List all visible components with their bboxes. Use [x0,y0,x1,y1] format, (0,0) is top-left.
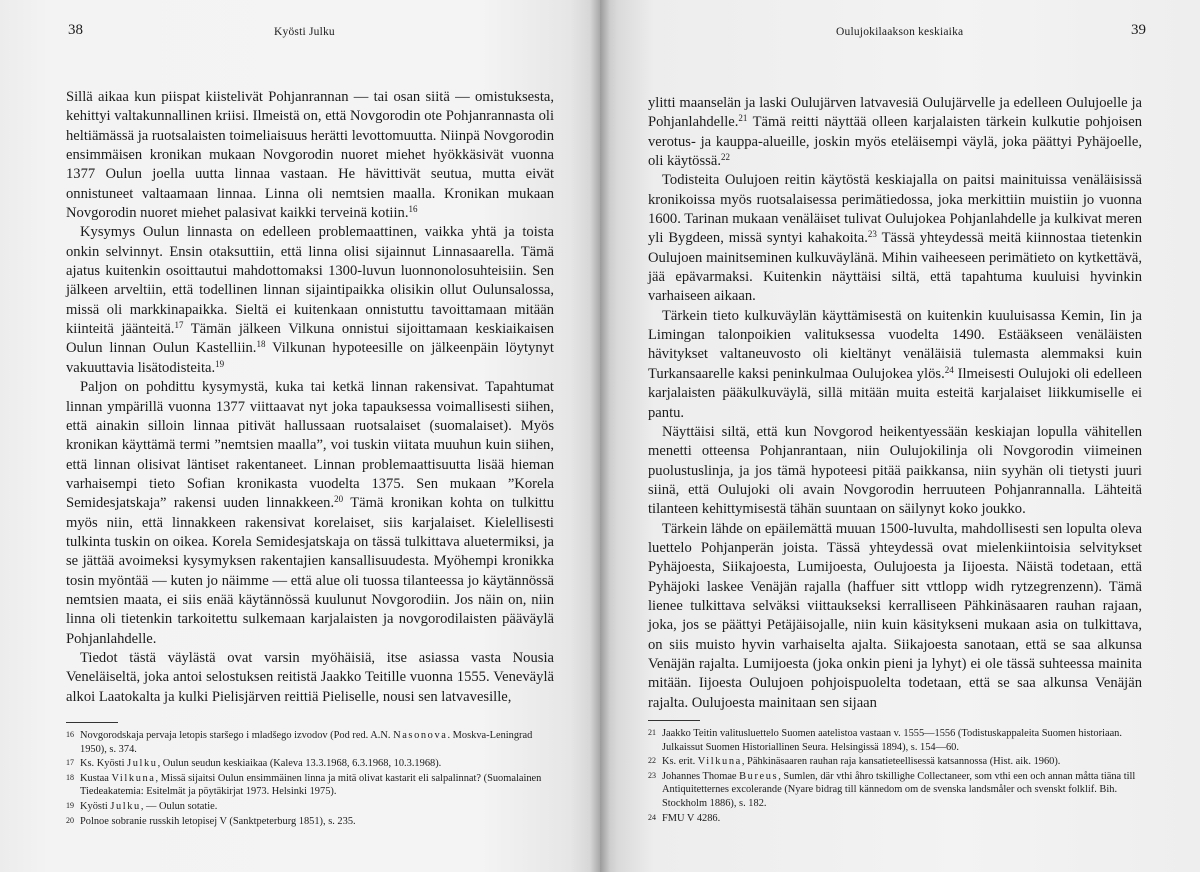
running-head: Kyösti Julku [274,26,335,38]
footnote-rule [66,722,118,723]
footnotes [66,729,558,829]
paragraph-text: Tässä yhteydessä meitä kiinnostaa tietenkin Oulujoen mainitseminen kulkuväylänä. Mihin vaiheeseen perimätieto on kytkettävä, jää epävarmaksi. Kuitenkin näyttäisi siltä, että tapahtuma kuuluisi hyvinkin varhaiseen aikaan. [648,230,1143,305]
paragraph [66,223,554,378]
footnote-number: 20 [66,815,74,825]
footnote-number: 18 [66,772,74,782]
footnote-ref: 21 [738,113,748,124]
body-text [648,94,1142,713]
footnote-text: Kustaa Vilkuna, Missä sijaitsi Oulun ensimmäinen linna ja mitä olivat kastarit eli salpalinnat? (Suomalainen Tiedeakatemia: Esitelmät ja pöytäkirjat 1973. Helsinki 1975). [80,772,542,798]
footnotes [648,727,1148,826]
footnote [66,729,558,756]
footnote-ref: 19 [215,358,225,369]
paragraph-text: Todisteita Oulujoen reitin käytöstä keskiajalla on paitsi mainituissa venäläisissä kronikoissa myös ruotsalaisessa perimätiedossa, joka merkittiin muistiin jo vuonna 1600. Tarinan mukaan venäläiset tulivat Oulujokea Pohjanlahdelle ja kulkivat meren yli Bygdeen, missä syntyi kahakoita. [648,172,1142,247]
footnote [648,755,1148,769]
footnote [648,770,1148,811]
running-head: Oulujokilaakson keskiaika [836,26,964,38]
footnote-ref: 20 [334,494,344,505]
footnote-ref: 22 [720,152,730,163]
footnote-ref: 17 [174,320,184,331]
paragraph-text: Vilkunan hypoteesille on jälkeenpäin löytynyt vakuuttavia lisätodisteita. [66,340,554,376]
paragraph-text: ylitti maanselän ja laski Oulujärven latvavesiä Oulujärvelle ja edelleen Oulujoelle ja Pohjanlahdelle. [648,95,1142,131]
body-text [66,88,554,707]
paragraph [648,94,1142,171]
footnote-number: 21 [648,728,656,737]
paragraph-text: Näyttäisi siltä, että kun Novgorod heikentyessään keskiajan lopulla vähitellen menetti otteensa Pohjanrantaan, niin Oulujokilinja oli Novgorodin viimeinen puolustuslinja, ja jos tämä hypoteesi pitää paikkansa, niin syyhän oli tietysti juuri siinä, että Oulujoki oli avain Novgorodin herruuteen Pohjanrannalla. Lähteitä tilanteen kehittymisestä tähän suuntaan on säilynyt koko joukko. [648,423,1142,518]
footnote [66,815,558,829]
paragraph [66,88,554,223]
footnote [66,800,558,814]
footnote-ref: 18 [256,339,266,350]
paragraph [648,520,1142,713]
footnote-number: 16 [66,730,74,739]
paragraph-text: Kysymys Oulun linnasta on edelleen problemaattinen, vaikka yhtä ja toista onkin selvinnyt. Ensin otaksuttiin, että linna olisi sijainnut Linnasaarella. Tämä ajatus kuitenkin osoittautui mahdottomaksi 1300-luvun luonnonolosuhteisiin. Sen jälkeen arveltiin, että todellinen linnan sijaintipaikka olisikin ollut Oulunsalossa, missä oli markkinapaikka. Sieltä ei kuitenkaan onnistuttu tavoittamaan mitään kiinteitä jäänteitä. [66,224,554,338]
footnote-text: Ks. erit. Vilkuna, Pähkinäsaaren rauhan raja kansatieteellisessä katsannossa (Hist. aik. 1960). [662,756,1061,768]
footnote-text: Kyösti Julku, — Oulun sotatie. [80,800,218,812]
footnote-number: 24 [648,812,656,822]
footnote-number: 17 [66,758,74,768]
paragraph-text: Ilmeisesti Oulujoki oli edelleen karjalaisten pääkulkuväylä, sillä mitään muita esteitä karjalaiset liikkumiselle ei pantu. [648,365,1142,421]
paragraph-text: Tämän jälkeen Vilkuna onnistui sijoittamaan keskiaikaisen Oulun linnan Oulun Kastelliin. [66,321,554,357]
footnote-text: FMU V 4286. [662,812,721,824]
footnote-number: 23 [648,770,656,780]
footnote-text: Johannes Thomae Bureus, Sumlen, där vthi åhro tskillighe Collectaneer, som vthi een och annan måtta tiäna till Antiquitetternes excolerande (Nyare bidrag till kännedom om de svenska landsmåler och svenskt folklif. Bih. Stockholm 1886), s. 182. [662,770,1136,809]
footnote [66,757,558,771]
footnote-text: Jaakko Teitin valitusluettelo Suomen aatelistoa vastaan v. 1555—1556 (Todistuskappaleita Suomen historiaan. Julkaissut Suomen Historiallinen Seura. Helsingissä 1894), s. 154—60. [662,728,1122,753]
footnote [648,812,1148,826]
paragraph-text: Tiedot tästä väylästä ovat varsin myöhäisiä, itse asiassa vasta Nousia Veneläiseltä, joka antoi selostuksen reitistä Jaakko Teitille vuonna 1555. Veneväylä alkoi Laatokalta ja kulki Pielisjärven reittiä Pieliselle, nousi sen latvavesille, [66,649,554,705]
paragraph-text: Tämä reitti näyttää olleen karjalaisten tärkein kulkutie pohjoisen verotus- ja kauppa-alueille, joskin myös eteläisempi väylä, joka päättyi Pyhäjoelle, oli käytössä. [648,114,1142,170]
paragraph-text: Tärkein tieto kulkuväylän käyttämisestä on kuitenkin kuuluisassa Kemin, Iin ja Limingan talonpoikien valituksessa vuodelta 1490. Estääkseen venäläisten hävitykset valtaneuvosto oli kieltänyt venäläisiä tulemasta alemmaksi kuin Turkansaarelle kaksi peninkulmaa Oulujokea ylös. [648,307,1142,382]
paragraph-text: Paljon on pohdittu kysymystä, kuka tai ketkä linnan rakensivat. Tapahtumat linnan ympärillä vuonna 1377 viittaavat nyt joka tapauksessa voimallisesti siihen, että ainakin silloin linnaa pitivät hallussaan ruotsalaiset (suomalaiset). Myös kronikan käyttämä termi ”nemtsien maalla”, voi tuskin viitata muuhun kuin siihen, että linnan olisivat läntiset rakentaneet. Linnan problemaattisuutta lisää hieman varhaisempi tieto Sofian kronikasta vuodelta 1375. Sen mukaan ”Korela Semidesjatskaja” rakensi uuden linnakkeen. [66,379,554,512]
paragraph-text: Sillä aikaa kun piispat kiistelivät Pohjanrannan — tai osan siitä — omistuksesta, kehittyi valtakunnallinen kriisi. Ilmeistä on, että Novgorodin ote Pohjanrannasta oli heltiämässä ja ruotsalaisten toimeliaisuus herätti levottomuutta. Niinpä Novgorodin ensimmäisen kronikan mukaan Novgorodin nuoret miehet hyökkäsivät vuonna 1377 Oulun joella uutta linnaa vastaan. He hävittivät seutua, mutta eivät onnistuneet valtaamaan linnaa. Linna oli nemtsien maalla. Kronikan mukaan Novgorodin nuoret miehet palasivat kaikki terveinä kotiin. [66,89,554,222]
paragraph [66,649,554,707]
footnote [66,772,558,799]
paragraph [648,423,1142,520]
paragraph-text: Tärkein lähde on epäilemättä muuan 1500-luvulta, mahdollisesti sen lopulta oleva luettelo Pohjanperän joista. Tässä yhteydessä ovat mielenkiintoisia selvitykset Pyhäjoesta, Siikajoesta, Lumijoesta, Oulujoesta ja Iijoesta. Näistä todetaan, että Pyhäjoki laskee Venäjän rajalla (haffuer sitt vttlopp widh rytzegrenzenn). Tämä lienee tulkittava selväksi viittaukseksi kerralliseen Pähkinäsaaren rauhan rajaan, joka, jos se päättyi Petäjäisojalle, niin kuin käsitykseni mukaan asia on tulkittava, on siis muisto hyvin varhaiselta ajalta. Siikajoesta sanotaan, että se saa alkunsa Venäjän rajalta. Lumijoesta (joka onkin pieni ja lyhyt) ei ole tässä suhteessa mainita mitään. Iijoesta Oulujoen pohjoispuolelta todetaan, että se saa alkunsa Venäjän rajalta. Oulujoesta mainitaan sen sijaan [648,520,1142,711]
paragraph [66,378,554,649]
footnote-text: Novgorodskaja pervaja letopis staršego i mladšego izvodov (Pod red. A.N. Nasonova. Moskva-Leningrad 1950), s. 374. [80,730,533,755]
page-number: 38 [68,22,83,38]
footnote-rule [648,720,700,721]
paragraph-text: Tämä kronikan kohta on tulkittu myös niin, että linnakkeen rakensivat korelaiset, siis karjalaiset. Kielellisesti tulkinta tuskin on oikea. Korela Semidesjatskaja on tässä tulkittava aluetermiksi, ja se jättää avoimeksi kysymyksen rakentajien kansallisuudesta. Myöhempi kronikka tosin myöntää — kuten jo näimme — että alue oli tuossa tilanteessa jo käytännössä nemtsien maata, ei siis enää käytännössä kuulunut Novgorodiin. Jos näin on, niin linna oli tietenkin tarkoitettu sulkemaan karjalaisten ja novgorodilaisten pääväylä Pohjanlahdelle. [66,495,554,647]
footnote-number: 19 [66,800,74,810]
paragraph [648,307,1142,423]
footnote-ref: 23 [867,229,877,240]
page-number: 39 [1131,22,1146,38]
footnote [648,727,1148,754]
footnote-text: Ks. Kyösti Julku, Oulun seudun keskiaikaa (Kaleva 13.3.1968, 6.3.1968, 10.3.1968). [80,758,442,770]
footnote-text: Polnoe sobranie russkih letopisej V (Sanktpeterburg 1851), s. 235. [80,815,356,827]
footnote-number: 22 [648,756,656,766]
paragraph [648,171,1142,306]
footnote-ref: 16 [408,204,418,215]
right-page [600,0,1200,872]
footnote-ref: 24 [944,364,954,375]
